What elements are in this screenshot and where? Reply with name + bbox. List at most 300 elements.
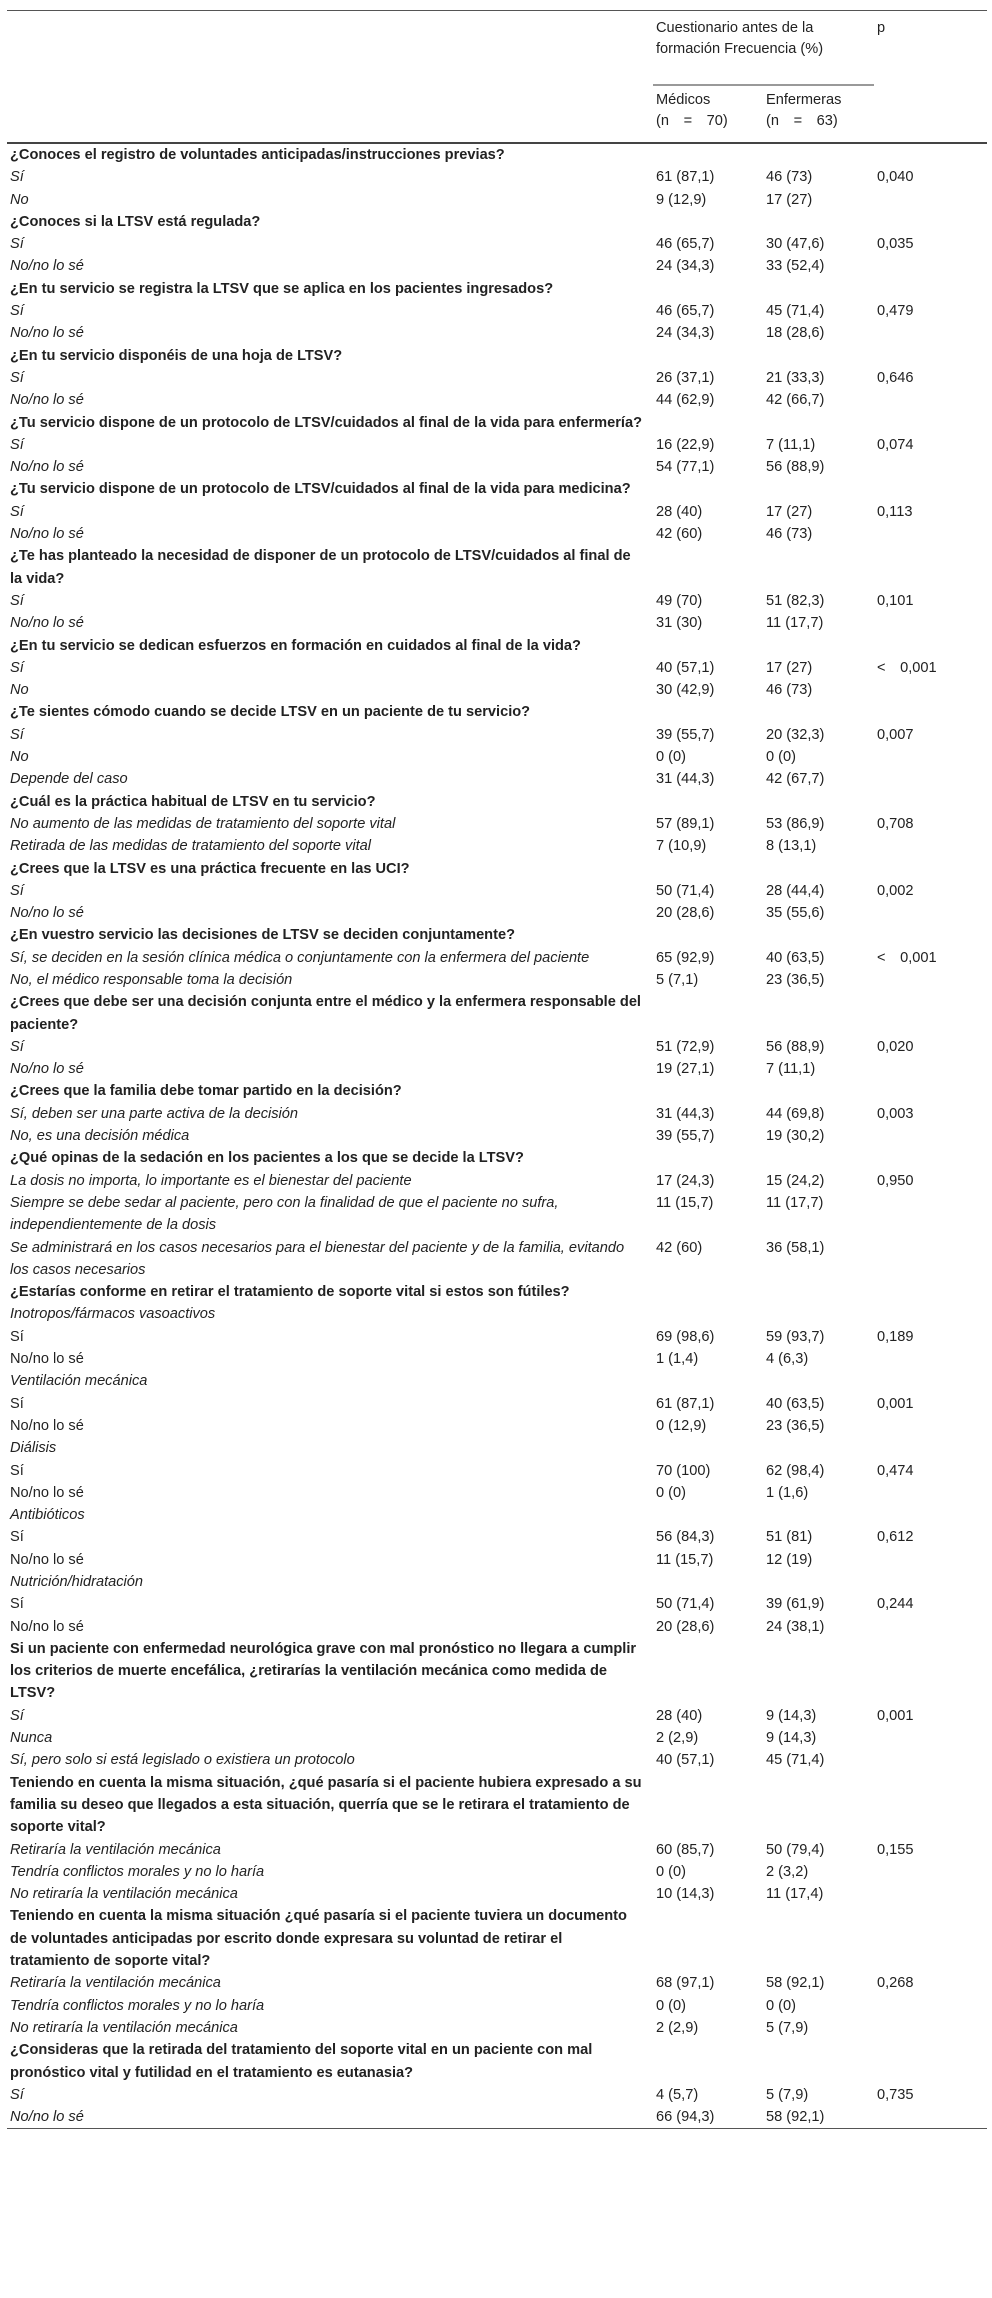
p-value bbox=[874, 679, 987, 701]
enfermeras-value bbox=[763, 1571, 874, 1593]
p-value bbox=[874, 969, 987, 991]
p-value bbox=[874, 1883, 987, 1905]
enfermeras-value: 45 (71,4) bbox=[766, 303, 825, 320]
answer-label: La dosis no importa, lo importante es el bienestar del paciente bbox=[10, 1172, 412, 1189]
question-label: Teniendo en cuenta la misma situación, ¿qué pasaría si el paciente hubiera expresado a su familia su deseo que llegados a esta situación, querría que se le retirara el tratamiento de soporte vital? bbox=[10, 1774, 642, 1836]
p-value bbox=[874, 835, 987, 857]
p-value bbox=[874, 1995, 987, 2017]
medicos-value bbox=[653, 791, 763, 813]
header-enfermeras-n: (n = 63) bbox=[766, 113, 838, 129]
answer-label: Retiraría la ventilación mecánica bbox=[10, 1841, 221, 1858]
medicos-value bbox=[653, 1080, 763, 1102]
answer-label: Sí bbox=[10, 436, 24, 453]
enfermeras-value bbox=[763, 1638, 874, 1705]
medicos-value bbox=[653, 1905, 763, 1972]
question-label: Si un paciente con enfermedad neurológica grave con mal pronóstico no llegara a cumplir los criterios de muerte encefálica, ¿retirarías la ventilación mecánica como medida de LTSV? bbox=[10, 1640, 637, 1702]
answer-row bbox=[7, 835, 987, 857]
p-value bbox=[874, 2017, 987, 2039]
p-value bbox=[874, 1638, 987, 1705]
medicos-value: 54 (77,1) bbox=[656, 459, 715, 476]
answer-row bbox=[7, 612, 987, 634]
question-row bbox=[7, 1147, 987, 1169]
question-row bbox=[7, 211, 987, 233]
answer-label: No/no lo sé bbox=[10, 526, 84, 543]
header-empty-cell bbox=[7, 85, 653, 144]
medicos-value bbox=[653, 1370, 763, 1392]
header-p-cell bbox=[874, 11, 987, 85]
medicos-value: 28 (40) bbox=[656, 503, 703, 520]
medicos-value: 70 (100) bbox=[656, 1462, 711, 1479]
answer-label: No, el médico responsable toma la decisión bbox=[10, 971, 293, 988]
enfermeras-value: 46 (73) bbox=[766, 526, 813, 543]
enfermeras-value: 11 (17,4) bbox=[766, 1886, 824, 1903]
medicos-value: 46 (65,7) bbox=[656, 303, 715, 320]
enfermeras-value: 9 (14,3) bbox=[766, 1707, 817, 1724]
enfermeras-value: 23 (36,5) bbox=[766, 1417, 825, 1434]
enfermeras-value: 17 (27) bbox=[766, 191, 813, 208]
medicos-value bbox=[653, 701, 763, 723]
enfermeras-value: 46 (73) bbox=[766, 682, 813, 699]
answer-row bbox=[7, 1482, 987, 1504]
enfermeras-value: 35 (55,6) bbox=[766, 905, 825, 922]
question-label: ¿En tu servicio se dedican esfuerzos en formación en cuidados al final de la vida? bbox=[10, 637, 581, 654]
answer-row bbox=[7, 1995, 987, 2017]
p-value bbox=[874, 2106, 987, 2129]
question-label: ¿Conoces si la LTSV está regulada? bbox=[10, 213, 261, 230]
p-value bbox=[874, 389, 987, 411]
p-value bbox=[874, 211, 987, 233]
answer-row bbox=[7, 1348, 987, 1370]
enfermeras-value: 45 (71,4) bbox=[766, 1752, 825, 1769]
answer-label: No/no lo sé bbox=[10, 459, 84, 476]
question-row bbox=[7, 1772, 987, 1839]
answer-label: Tendría conflictos morales y no lo haría bbox=[10, 1863, 265, 1880]
answer-label: No/no lo sé bbox=[10, 1061, 84, 1078]
p-value bbox=[874, 1616, 987, 1638]
question-label: ¿Consideras que la retirada del tratamiento del soporte vital en un paciente con mal pronóstico vital y futilidad en el tratamiento es eutanasia? bbox=[10, 2042, 593, 2081]
header-medicos-label: Médicos bbox=[656, 92, 711, 108]
medicos-value: 11 (15,7) bbox=[656, 1194, 714, 1211]
answer-row bbox=[7, 1705, 987, 1727]
answer-label: Sí bbox=[10, 882, 24, 899]
enfermeras-value: 58 (92,1) bbox=[766, 1975, 825, 1992]
enfermeras-value: 2 (3,2) bbox=[766, 1863, 809, 1880]
medicos-value: 42 (60) bbox=[656, 1239, 703, 1256]
enfermeras-value: 17 (27) bbox=[766, 659, 813, 676]
answer-row bbox=[7, 389, 987, 411]
answer-label: No, es una decisión médica bbox=[10, 1128, 190, 1145]
question-label: ¿Crees que la LTSV es una práctica frecuente en las UCI? bbox=[10, 860, 410, 877]
answer-label: Sí bbox=[10, 592, 24, 609]
answer-label: No/no lo sé bbox=[10, 392, 84, 409]
p-value: 0,101 bbox=[877, 592, 914, 609]
p-value bbox=[874, 858, 987, 880]
enfermeras-value: 18 (28,6) bbox=[766, 325, 825, 342]
p-value bbox=[874, 1147, 987, 1169]
enfermeras-value bbox=[763, 143, 874, 166]
answer-row bbox=[7, 300, 987, 322]
p-value bbox=[874, 1772, 987, 1839]
p-value bbox=[874, 1549, 987, 1571]
question-row bbox=[7, 1638, 987, 1705]
enfermeras-value bbox=[763, 545, 874, 590]
enfermeras-value: 9 (14,3) bbox=[766, 1730, 817, 1747]
p-value bbox=[874, 1281, 987, 1303]
answer-row bbox=[7, 1415, 987, 1437]
medicos-value: 16 (22,9) bbox=[656, 436, 715, 453]
enfermeras-value: 56 (88,9) bbox=[766, 459, 825, 476]
medicos-value: 20 (28,6) bbox=[656, 1618, 715, 1635]
answer-row bbox=[7, 1504, 987, 1526]
enfermeras-value: 28 (44,4) bbox=[766, 882, 825, 899]
header-p-label: p bbox=[877, 20, 886, 36]
p-value bbox=[874, 2039, 987, 2084]
medicos-value bbox=[653, 143, 763, 166]
header-enfermeras-cell bbox=[763, 85, 874, 144]
medicos-value: 2 (2,9) bbox=[656, 1730, 699, 1747]
answer-row bbox=[7, 501, 987, 523]
answer-row bbox=[7, 2017, 987, 2039]
enfermeras-value: 17 (27) bbox=[766, 503, 813, 520]
medicos-value: 56 (84,3) bbox=[656, 1529, 715, 1546]
medicos-value: 46 (65,7) bbox=[656, 236, 715, 253]
question-row bbox=[7, 412, 987, 434]
question-row bbox=[7, 345, 987, 367]
answer-row bbox=[7, 166, 987, 188]
enfermeras-value: 11 (17,7) bbox=[766, 1194, 824, 1211]
medicos-value: 39 (55,7) bbox=[656, 1128, 715, 1145]
medicos-value: 11 (15,7) bbox=[656, 1551, 714, 1568]
medicos-value: 40 (57,1) bbox=[656, 659, 715, 676]
answer-label: Nutrición/hidratación bbox=[10, 1574, 144, 1590]
medicos-value: 26 (37,1) bbox=[656, 369, 715, 386]
question-label: ¿En tu servicio disponéis de una hoja de LTSV? bbox=[10, 347, 343, 364]
medicos-value bbox=[653, 1303, 763, 1325]
medicos-value bbox=[653, 1772, 763, 1839]
answer-row bbox=[7, 523, 987, 545]
answer-row bbox=[7, 746, 987, 768]
question-row bbox=[7, 991, 987, 1036]
answer-row bbox=[7, 1861, 987, 1883]
p-value bbox=[874, 322, 987, 344]
question-label: ¿Crees que debe ser una decisión conjunta entre el médico y la enfermera responsable del paciente? bbox=[10, 994, 641, 1033]
p-value bbox=[874, 545, 987, 590]
p-value bbox=[874, 478, 987, 500]
survey-results-table bbox=[7, 10, 987, 2129]
p-value: 0,002 bbox=[877, 882, 914, 899]
answer-label: Sí bbox=[10, 1596, 24, 1613]
answer-label: Sí bbox=[10, 236, 24, 253]
p-value bbox=[874, 612, 987, 634]
answer-row bbox=[7, 724, 987, 746]
p-value bbox=[874, 1415, 987, 1437]
enfermeras-value: 21 (33,3) bbox=[766, 369, 825, 386]
answer-label: No/no lo sé bbox=[10, 1351, 84, 1368]
answer-label: No/no lo sé bbox=[10, 1484, 84, 1501]
question-label: ¿Te sientes cómodo cuando se decide LTSV en un paciente de tu servicio? bbox=[10, 704, 531, 721]
table-header bbox=[7, 11, 987, 144]
medicos-value: 0 (0) bbox=[656, 749, 687, 766]
answer-row bbox=[7, 1727, 987, 1749]
enfermeras-value bbox=[763, 345, 874, 367]
enfermeras-value bbox=[763, 412, 874, 434]
medicos-value: 60 (85,7) bbox=[656, 1841, 715, 1858]
medicos-value bbox=[653, 545, 763, 590]
question-label: ¿Cuál es la práctica habitual de LTSV en tu servicio? bbox=[10, 793, 376, 810]
answer-label: Sí bbox=[10, 2086, 24, 2103]
enfermeras-value: 40 (63,5) bbox=[766, 1395, 825, 1412]
answer-row bbox=[7, 1839, 987, 1861]
medicos-value: 0 (0) bbox=[656, 1863, 687, 1880]
question-row bbox=[7, 791, 987, 813]
enfermeras-value: 30 (47,6) bbox=[766, 236, 825, 253]
enfermeras-value bbox=[763, 1905, 874, 1972]
enfermeras-value: 39 (61,9) bbox=[766, 1596, 825, 1613]
enfermeras-value: 36 (58,1) bbox=[766, 1239, 825, 1256]
enfermeras-value: 59 (93,7) bbox=[766, 1328, 825, 1345]
medicos-value bbox=[653, 412, 763, 434]
question-label: ¿Crees que la familia debe tomar partido en la decisión? bbox=[10, 1083, 402, 1100]
answer-row bbox=[7, 679, 987, 701]
answer-row bbox=[7, 2106, 987, 2129]
p-value: 0,479 bbox=[877, 303, 914, 320]
question-row bbox=[7, 278, 987, 300]
enfermeras-value: 53 (86,9) bbox=[766, 815, 825, 832]
enfermeras-value: 56 (88,9) bbox=[766, 1038, 825, 1055]
answer-row bbox=[7, 1103, 987, 1125]
header-medicos-cell bbox=[653, 85, 763, 144]
medicos-value bbox=[653, 1504, 763, 1526]
answer-row bbox=[7, 1370, 987, 1392]
p-value bbox=[874, 412, 987, 434]
answer-label: Sí bbox=[10, 369, 24, 386]
question-row bbox=[7, 1281, 987, 1303]
p-value bbox=[874, 768, 987, 790]
medicos-value: 31 (44,3) bbox=[656, 1105, 715, 1122]
enfermeras-value: 42 (66,7) bbox=[766, 392, 825, 409]
medicos-value bbox=[653, 635, 763, 657]
medicos-value: 42 (60) bbox=[656, 526, 703, 543]
answer-row bbox=[7, 813, 987, 835]
medicos-value: 31 (30) bbox=[656, 615, 703, 632]
enfermeras-value bbox=[763, 791, 874, 813]
answer-label: Sí bbox=[10, 169, 24, 186]
medicos-value: 57 (89,1) bbox=[656, 815, 715, 832]
question-label: ¿Te has planteado la necesidad de disponer de un protocolo de LTSV/cuidados al final de la vida? bbox=[10, 548, 631, 587]
answer-label: Retirada de las medidas de tratamiento del soporte vital bbox=[10, 838, 371, 855]
p-value: 0,708 bbox=[877, 815, 914, 832]
enfermeras-value bbox=[763, 635, 874, 657]
medicos-value: 19 (27,1) bbox=[656, 1061, 715, 1078]
p-value bbox=[874, 991, 987, 1036]
answer-row bbox=[7, 255, 987, 277]
medicos-value: 50 (71,4) bbox=[656, 1596, 715, 1613]
answer-row bbox=[7, 1237, 987, 1282]
answer-row bbox=[7, 1036, 987, 1058]
question-row bbox=[7, 858, 987, 880]
p-value bbox=[874, 1080, 987, 1102]
p-value bbox=[874, 791, 987, 813]
header-empty-cell bbox=[7, 11, 653, 85]
p-value bbox=[874, 143, 987, 166]
medicos-value bbox=[653, 278, 763, 300]
medicos-value: 65 (92,9) bbox=[656, 949, 715, 966]
medicos-value: 50 (71,4) bbox=[656, 882, 715, 899]
enfermeras-value: 5 (7,9) bbox=[766, 2019, 809, 2036]
enfermeras-value bbox=[763, 278, 874, 300]
enfermeras-value: 8 (13,1) bbox=[766, 838, 817, 855]
question-row bbox=[7, 143, 987, 166]
answer-row bbox=[7, 1460, 987, 1482]
answer-label: No bbox=[10, 749, 29, 766]
answer-label: No bbox=[10, 682, 29, 699]
p-value bbox=[874, 1125, 987, 1147]
answer-row bbox=[7, 902, 987, 924]
medicos-value: 44 (62,9) bbox=[656, 392, 715, 409]
answer-label: Ventilación mecánica bbox=[10, 1373, 148, 1390]
p-value: 0,001 bbox=[877, 1707, 914, 1724]
answer-label: Sí, se deciden en la sesión clínica médica o conjuntamente con la enfermera del paciente bbox=[10, 949, 590, 966]
question-row bbox=[7, 545, 987, 590]
enfermeras-value: 15 (24,2) bbox=[766, 1172, 825, 1189]
medicos-value bbox=[653, 1571, 763, 1593]
enfermeras-value: 4 (6,3) bbox=[766, 1351, 809, 1368]
enfermeras-value bbox=[763, 2039, 874, 2084]
medicos-value bbox=[653, 1147, 763, 1169]
header-empty-cell bbox=[874, 85, 987, 144]
enfermeras-value: 51 (81) bbox=[766, 1529, 813, 1546]
enfermeras-value: 0 (0) bbox=[766, 749, 797, 766]
medicos-value: 17 (24,3) bbox=[656, 1172, 715, 1189]
answer-label: Sí bbox=[10, 726, 24, 743]
enfermeras-value: 1 (1,6) bbox=[766, 1484, 809, 1501]
medicos-value: 66 (94,3) bbox=[653, 2106, 763, 2129]
question-row bbox=[7, 478, 987, 500]
medicos-value bbox=[653, 1638, 763, 1705]
answer-label: Nunca bbox=[10, 1730, 53, 1747]
p-value bbox=[874, 902, 987, 924]
answer-label: No/no lo sé bbox=[10, 615, 84, 632]
p-value: 0,612 bbox=[877, 1529, 914, 1546]
medicos-value: 0 (12,9) bbox=[656, 1417, 707, 1434]
answer-label: Retiraría la ventilación mecánica bbox=[10, 1975, 221, 1992]
p-value: 0,003 bbox=[877, 1105, 914, 1122]
p-value bbox=[874, 523, 987, 545]
p-value bbox=[874, 924, 987, 946]
p-value: 0,020 bbox=[877, 1038, 914, 1055]
answer-label: Antibióticos bbox=[10, 1507, 85, 1524]
answer-label: No/no lo sé bbox=[7, 2106, 653, 2129]
medicos-value bbox=[653, 478, 763, 500]
medicos-value: 30 (42,9) bbox=[656, 682, 715, 699]
answer-row bbox=[7, 1749, 987, 1771]
medicos-value: 0 (0) bbox=[656, 1997, 687, 2014]
medicos-value: 4 (5,7) bbox=[656, 2086, 699, 2103]
p-value: 0,244 bbox=[877, 1596, 914, 1613]
p-value bbox=[874, 345, 987, 367]
question-label: ¿Tu servicio dispone de un protocolo de LTSV/cuidados al final de la vida para enfermería? bbox=[10, 414, 642, 431]
answer-label: No retiraría la ventilación mecánica bbox=[10, 2019, 238, 2036]
answer-label: Inotropos/fármacos vasoactivos bbox=[10, 1306, 216, 1323]
p-value bbox=[874, 255, 987, 277]
p-value: 0,074 bbox=[877, 436, 914, 453]
medicos-value: 28 (40) bbox=[656, 1707, 703, 1724]
answer-row bbox=[7, 322, 987, 344]
p-value: 0,189 bbox=[877, 1328, 914, 1345]
enfermeras-value bbox=[763, 1370, 874, 1392]
p-value: 0,001 bbox=[877, 1395, 914, 1412]
answer-row bbox=[7, 1549, 987, 1571]
enfermeras-value bbox=[763, 1303, 874, 1325]
answer-row bbox=[7, 947, 987, 969]
medicos-value: 24 (34,3) bbox=[656, 258, 715, 275]
p-value bbox=[874, 701, 987, 723]
answer-label: Depende del caso bbox=[10, 771, 128, 788]
enfermeras-value bbox=[763, 1147, 874, 1169]
enfermeras-value bbox=[763, 924, 874, 946]
medicos-value: 0 (0) bbox=[656, 1484, 687, 1501]
p-value: 0,474 bbox=[877, 1462, 914, 1479]
enfermeras-value bbox=[763, 478, 874, 500]
answer-row bbox=[7, 233, 987, 255]
medicos-value: 5 (7,1) bbox=[656, 971, 699, 988]
enfermeras-value bbox=[763, 1504, 874, 1526]
question-label: ¿En tu servicio se registra la LTSV que se aplica en los pacientes ingresados? bbox=[10, 280, 554, 297]
question-row bbox=[7, 924, 987, 946]
question-label: ¿Tu servicio dispone de un protocolo de LTSV/cuidados al final de la vida para medicina? bbox=[10, 481, 631, 498]
p-value bbox=[874, 746, 987, 768]
enfermeras-value bbox=[763, 1080, 874, 1102]
answer-row bbox=[7, 1058, 987, 1080]
medicos-value: 1 (1,4) bbox=[656, 1351, 699, 1368]
medicos-value: 20 (28,6) bbox=[656, 905, 715, 922]
medicos-value: 49 (70) bbox=[656, 592, 703, 609]
p-value bbox=[874, 1571, 987, 1593]
enfermeras-value: 20 (32,3) bbox=[766, 726, 825, 743]
p-value bbox=[874, 456, 987, 478]
medicos-value bbox=[653, 924, 763, 946]
answer-label: Sí bbox=[10, 303, 24, 320]
medicos-value: 68 (97,1) bbox=[656, 1975, 715, 1992]
p-value: 0,155 bbox=[877, 1841, 914, 1858]
enfermeras-value: 7 (11,1) bbox=[766, 436, 816, 453]
enfermeras-value bbox=[763, 1437, 874, 1459]
enfermeras-value: 51 (82,3) bbox=[766, 592, 825, 609]
medicos-value: 7 (10,9) bbox=[656, 838, 707, 855]
enfermeras-value: 24 (38,1) bbox=[766, 1618, 825, 1635]
enfermeras-value bbox=[763, 1772, 874, 1839]
p-value: 0,007 bbox=[877, 726, 914, 743]
p-value bbox=[874, 1192, 987, 1237]
p-value bbox=[874, 278, 987, 300]
answer-label: No/no lo sé bbox=[10, 1618, 84, 1635]
medicos-value: 24 (34,3) bbox=[656, 325, 715, 342]
enfermeras-value bbox=[763, 211, 874, 233]
medicos-value bbox=[653, 345, 763, 367]
p-value: 0,113 bbox=[877, 503, 913, 520]
p-value: 0,950 bbox=[877, 1172, 914, 1189]
p-value bbox=[874, 635, 987, 657]
p-value bbox=[874, 1482, 987, 1504]
question-row bbox=[7, 635, 987, 657]
enfermeras-value: 12 (19) bbox=[766, 1551, 813, 1568]
p-value bbox=[874, 1370, 987, 1392]
answer-row bbox=[7, 1125, 987, 1147]
p-value bbox=[874, 189, 987, 211]
medicos-value: 69 (98,6) bbox=[656, 1328, 715, 1345]
enfermeras-value: 58 (92,1) bbox=[763, 2106, 874, 2129]
answer-row bbox=[7, 1326, 987, 1348]
